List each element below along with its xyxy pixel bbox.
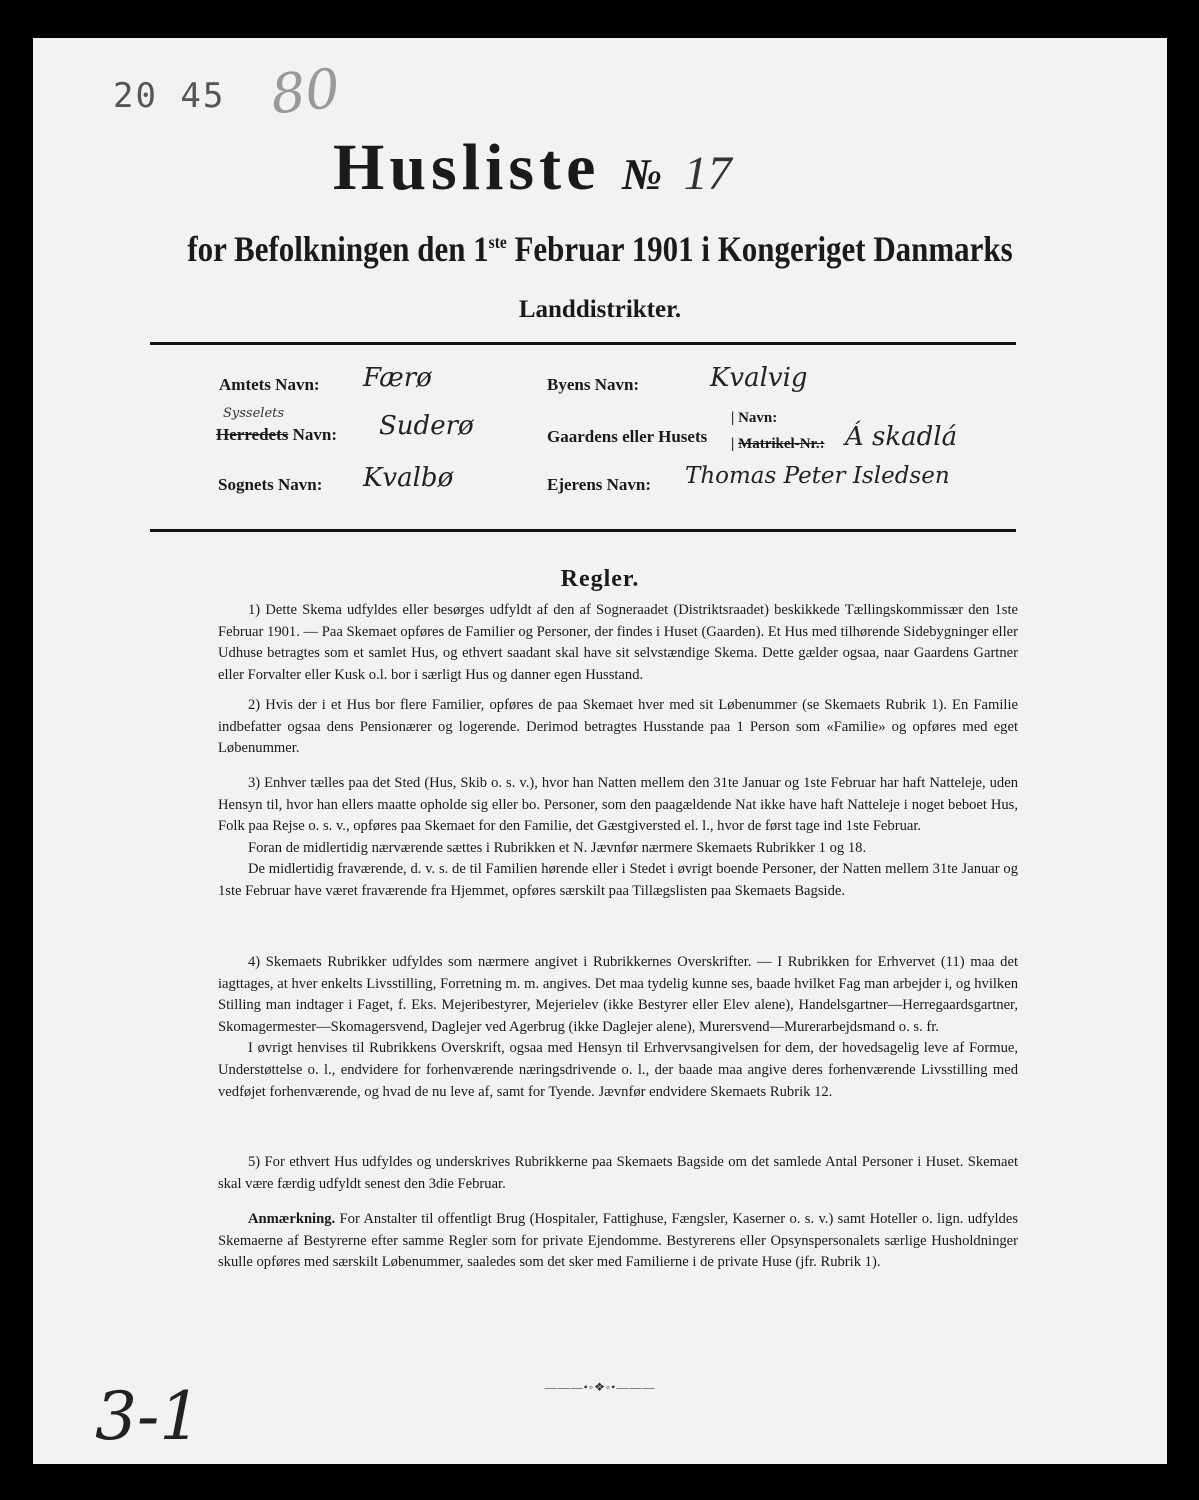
navn-label-text: Navn: [738,410,778,426]
house-number: 17 [683,147,732,200]
by-label: Byens Navn: [547,375,640,394]
rule-5 [218,1152,1018,1195]
form-title [333,130,732,206]
annotation-text: For Anstalter til offentligt Brug (Hospitaler, Fattighuse, Fængsler, Kaserner o. s. v.) samt Hoteller o. lign. udfyldes Skemaerne af Bestyrerne efter samme Regler som for private Ejendomme. Bestyrerens eller Opsynspersonalets særlige Husholdninger skulle opføres med særskilt Løbenummer, saaledes som det sker med Familierne i de private Huse (jfr. Rubrik 1). [218,1211,1018,1271]
stamp-number: 20 45 [113,76,226,116]
ejer-value: Thomas Peter Isledsen [685,463,950,489]
rule-3-text-a: 3) Enhver tælles paa det Sted (Hus, Skib o. s. v.), hvor han Natten mellem den 31te Januar og 1ste Februar har haft Natteleje, uden Hensyn til, hvor han ellers maatte opholde sig eller bo. Personer, som den paagældende Nat ikke have haft Natteleje i noget beboet Hus, Folk paa Rejse o. s. v., opføres paa Skemaet for den Familie, det Gæstgiversted el. l., hvor de først tage ind 1ste Februar. [218,775,1018,835]
gaard-label: Gaardens eller Husets [547,427,708,446]
ejer-label: Ejerens Navn: [547,475,652,494]
herred-label [216,425,337,445]
rule-5-text: 5) For ethvert Hus udfyldes og underskrives Rubrikkerne paa Skemaets Bagside om det samlede Antal Personer i Huset. Skemaet skal være færdig udfyldt senest den 3die Februar. [218,1154,1018,1192]
bottom-divider [150,529,1016,532]
subtitle-part1: for Befolkningen den 1 [187,229,489,269]
rule-2-text: 2) Hvis der i et Hus bor flere Familier, opføres de paa Skemaet hver med sit Løbenummer (se Skemaets Rubrik 1). En Familie indbefatter ogsaa dens Pensionærer og logerende. Derimod betragtes Husstande paa 1 Person som «Familie» og opføres med eget Løbenummer. [218,697,1018,757]
number-prefix: № [621,150,663,199]
amt-value: Færø [363,363,432,393]
herred-struck: Herredets [216,425,289,444]
rule-4-text-a: 4) Skemaets Rubrikker udfyldes som nærmere angivet i Rubrikkernes Overskrifter. — I Rubrikken for Erhvervet (11) maa det iagttages, at hver enkelts Livsstilling, Forretning m. m. angives. Det maa tydelig kunne ses, baade hvilket Fag man arbejder i, og hvilken Stilling man indtager i Faget, f. Eks. Mejeribestyrer, Mejerielev (ikke Bestyrer eller Elev alene), Handelsgartner—Herregaardsgartner, Skomagermester—Skomagersvend, Daglejer ved Agerbrug (ikke Daglejer alene), Murersvend—Murerarbejdsmand o. s. fr. [218,954,1018,1035]
rules-heading: Regler. [560,566,640,592]
rule-3-text-c: De midlertidig fraværende, d. v. s. de til Familien hørende eller i Stedet i øvrigt boende Personer, der Natten mellem 31te Januar og 1ste Februar have været fraværende fra Hjemmet, opføres særskilt paa Tillægslisten paa Skemaets Bagside. [218,861,1018,899]
by-value: Kvalvig [710,363,808,393]
rule-1-text: 1) Dette Skema udfyldes eller besørges udfyldt af den af Sogneraadet (Distriktsraadet) beskikkede Tællingskommissær den 1ste Februar 1901. — Paa Skemaet opføres de Familier og Personer, der findes i Huset (Gaarden). Et Hus med tilhørende Sidebygninger eller Udhuse betragtes som et samlet Hus, og ethvert saadant skal have sit selvstændige Skema. Dette gælder ogsaa, naar Gaardens Gartner eller Forvalter eller Kusk o.l. bor i særligt Hus og danner egen Husstand. [218,602,1018,683]
subtitle-sup: ste [488,232,507,252]
navn-label: | Navn: [731,410,778,426]
gaard-value: Á skadlá [845,422,958,452]
top-divider [150,342,1016,345]
herred-label-rest: Navn: [288,425,338,444]
census-form-sheet [33,38,1167,1464]
rule-2 [218,695,1018,760]
sogn-value: Kvalbø [363,463,454,493]
amt-label: Amtets Navn: [219,375,320,394]
rule-1 [218,600,1018,686]
matrikel-struck: Matrikel-Nr.: [738,436,825,452]
syssel-hand: Sysselets [223,406,285,421]
form-subtitle [112,228,1087,270]
corner-note: 3-1 [95,1378,202,1455]
rule-4 [218,952,1018,1103]
herred-value: Suderø [379,411,474,441]
annotation-note [218,1209,1018,1274]
rule-4-text-b: I øvrigt henvises til Rubrikkens Overskrift, ogsaa med Hensyn til Erhvervsangivelsen for dem, der hovedsagelig leve af Formue, Understøttelse o. l., endvidere for forhenværende næringsdrivende o. l., der baade maa angive deres forhenværende Livsstilling med vedføjet forhenværende, og hvad de nu leve af, samt for Tyende. Jævnfør endvidere Skemaets Rubrik 12. [218,1040,1018,1100]
annotation-label: Anmærkning. [248,1211,336,1227]
form-subtitle-districts: Landdistrikter. [518,296,682,323]
rule-3 [218,773,1018,903]
handwritten-ref: 80 [267,56,343,127]
closing-ornament: ———•◦❖◦•——— [544,1380,656,1394]
matrikel-label: | Matrikel-Nr.: [731,436,825,452]
title-text: Husliste [333,131,601,204]
sogn-label: Sognets Navn: [218,475,323,494]
subtitle-part2: Februar 1901 i Kongeriget Danmarks [506,229,1013,269]
rule-3-text-b: Foran de midlertidig nærværende sættes i Rubrikken et N. Jævnfør nærmere Skemaets Rubrikker 1 og 18. [248,839,867,856]
